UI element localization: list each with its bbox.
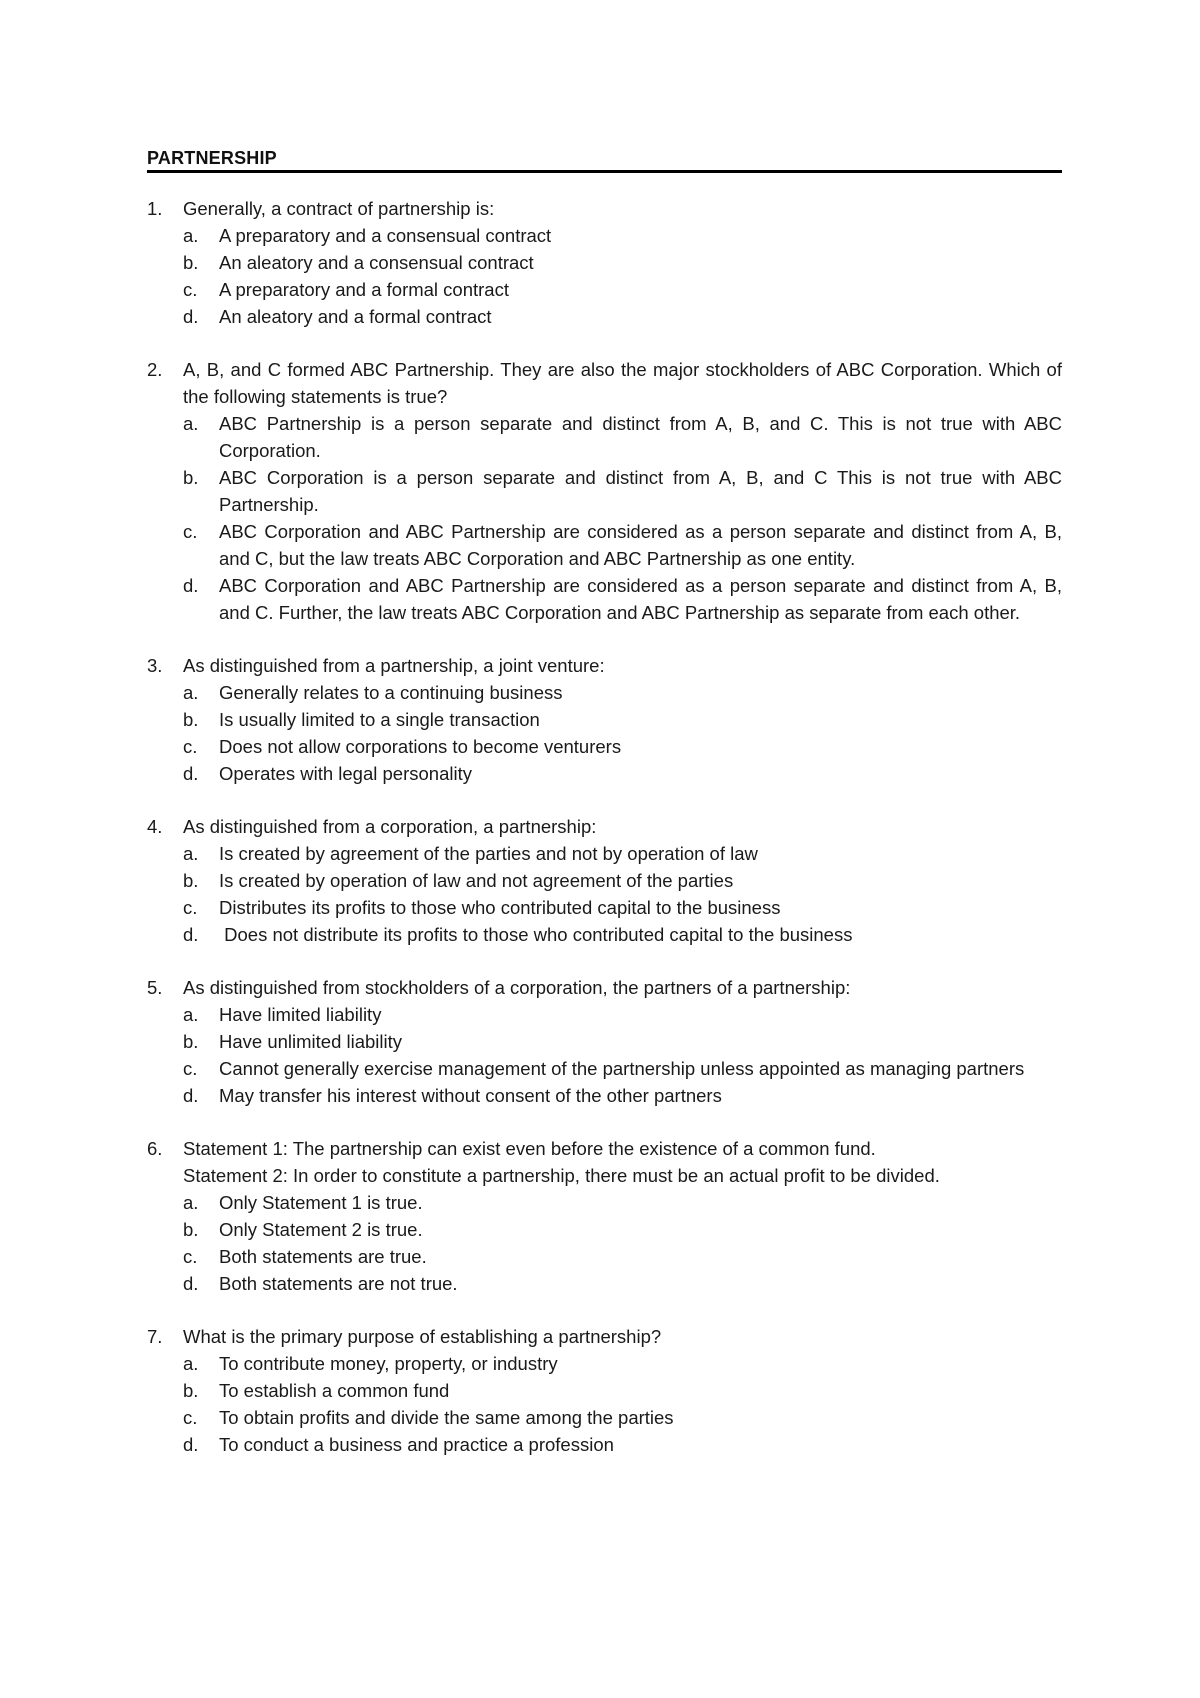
- option-b: [147, 1028, 1062, 1055]
- document-page: [147, 146, 1062, 1484]
- question-text: As distinguished from stockholders of a corporation, the partners of a partnership:: [183, 977, 851, 998]
- question-text: What is the primary purpose of establishing a partnership?: [183, 1326, 662, 1347]
- option-d: [147, 1270, 1062, 1297]
- question-6: [147, 1135, 1062, 1297]
- option-letter: d.: [183, 924, 199, 945]
- option-letter: a.: [183, 1004, 199, 1025]
- option-letter: b.: [183, 467, 199, 488]
- question-2: [147, 356, 1062, 626]
- question-text: A, B, and C formed ABC Partnership. They are also the major stockholders of ABC Corporation. Which of the following statements is true?: [183, 359, 1062, 407]
- option-a: [147, 679, 1062, 706]
- option-b: [147, 1216, 1062, 1243]
- option-b: [147, 706, 1062, 733]
- question-stem: [147, 652, 1062, 679]
- option-b: [147, 464, 1062, 518]
- option-letter: c.: [183, 1058, 198, 1079]
- option-text: To conduct a business and practice a profession: [219, 1434, 614, 1455]
- option-letter: d.: [183, 306, 199, 327]
- option-c: [147, 1055, 1062, 1082]
- question-text: As distinguished from a partnership, a joint venture:: [183, 655, 605, 676]
- option-letter: d.: [183, 763, 199, 784]
- option-b: [147, 867, 1062, 894]
- statement-2: Statement 2: In order to constitute a partnership, there must be an actual profit to be divided.: [183, 1165, 940, 1186]
- option-letter: d.: [183, 575, 199, 596]
- option-c: [147, 733, 1062, 760]
- option-c: [147, 518, 1062, 572]
- option-text: Is created by agreement of the parties and not by operation of law: [219, 843, 758, 864]
- question-number: 6.: [147, 1138, 163, 1159]
- question-number: 5.: [147, 977, 163, 998]
- question-number: 7.: [147, 1326, 163, 1347]
- option-letter: a.: [183, 1353, 199, 1374]
- option-d: [147, 572, 1062, 626]
- option-text: An aleatory and a consensual contract: [219, 252, 534, 273]
- option-letter: c.: [183, 736, 198, 757]
- option-a: [147, 222, 1062, 249]
- question-1: [147, 195, 1062, 330]
- question-7: [147, 1323, 1062, 1458]
- question-4: [147, 813, 1062, 948]
- option-text: Distributes its profits to those who contributed capital to the business: [219, 897, 781, 918]
- option-c: [147, 276, 1062, 303]
- option-text: Does not allow corporations to become venturers: [219, 736, 622, 757]
- option-text: An aleatory and a formal contract: [219, 306, 492, 327]
- option-a: [147, 840, 1062, 867]
- document-title: PARTNERSHIP: [147, 146, 1062, 173]
- option-d: [147, 303, 1062, 330]
- option-letter: a.: [183, 843, 199, 864]
- option-c: [147, 1243, 1062, 1270]
- option-letter: c.: [183, 521, 198, 542]
- option-letter: d.: [183, 1273, 199, 1294]
- option-letter: a.: [183, 682, 199, 703]
- option-text: Is created by operation of law and not agreement of the parties: [219, 870, 734, 891]
- question-stem: [147, 974, 1062, 1001]
- option-c: [147, 894, 1062, 921]
- option-letter: a.: [183, 413, 199, 434]
- option-c: [147, 1404, 1062, 1431]
- option-letter: b.: [183, 709, 199, 730]
- option-text: ABC Partnership is a person separate and distinct from A, B, and C. This is not true with ABC Corporation.: [219, 413, 1062, 461]
- option-text: ABC Corporation and ABC Partnership are considered as a person separate and distinct from A, B, and C. Further, the law treats ABC Corporation and ABC Partnership as separate from each other.: [219, 575, 1062, 623]
- option-text: To obtain profits and divide the same among the parties: [219, 1407, 674, 1428]
- option-text: Cannot generally exercise management of the partnership unless appointed as managing partners: [219, 1058, 1025, 1079]
- question-3: [147, 652, 1062, 787]
- option-d: [147, 760, 1062, 787]
- option-text: Only Statement 2 is true.: [219, 1219, 423, 1240]
- option-text: ABC Corporation and ABC Partnership are considered as a person separate and distinct from A, B, and C, but the law treats ABC Corporation and ABC Partnership as one entity.: [219, 521, 1062, 569]
- question-text: As distinguished from a corporation, a partnership:: [183, 816, 597, 837]
- statement-1: Statement 1: The partnership can exist even before the existence of a common fund.: [183, 1138, 876, 1159]
- option-text: Both statements are true.: [219, 1246, 427, 1267]
- option-text: Have unlimited liability: [219, 1031, 403, 1052]
- question-stem: [147, 356, 1062, 410]
- question-number: 1.: [147, 198, 163, 219]
- question-number: 3.: [147, 655, 163, 676]
- option-text: Have limited liability: [219, 1004, 382, 1025]
- option-letter: d.: [183, 1434, 199, 1455]
- option-a: [147, 1001, 1062, 1028]
- question-stem: [147, 1135, 1062, 1189]
- option-letter: b.: [183, 252, 199, 273]
- option-letter: b.: [183, 1219, 199, 1240]
- question-stem: [147, 195, 1062, 222]
- question-number: 2.: [147, 359, 163, 380]
- question-number: 4.: [147, 816, 163, 837]
- option-b: [147, 1377, 1062, 1404]
- question-stem: [147, 1323, 1062, 1350]
- option-letter: c.: [183, 1246, 198, 1267]
- option-letter: a.: [183, 1192, 199, 1213]
- option-a: [147, 1350, 1062, 1377]
- option-a: [147, 1189, 1062, 1216]
- option-text: Both statements are not true.: [219, 1273, 458, 1294]
- option-a: [147, 410, 1062, 464]
- option-letter: b.: [183, 1380, 199, 1401]
- question-5: [147, 974, 1062, 1109]
- option-letter: b.: [183, 870, 199, 891]
- option-letter: c.: [183, 279, 198, 300]
- option-d: [147, 1431, 1062, 1458]
- option-letter: a.: [183, 225, 199, 246]
- option-text: Does not distribute its profits to those who contributed capital to the business: [219, 924, 853, 945]
- option-b: [147, 249, 1062, 276]
- option-d: [147, 921, 1062, 948]
- option-text: Only Statement 1 is true.: [219, 1192, 423, 1213]
- option-text: Operates with legal personality: [219, 763, 472, 784]
- option-d: [147, 1082, 1062, 1109]
- option-letter: b.: [183, 1031, 199, 1052]
- option-letter: c.: [183, 1407, 198, 1428]
- option-letter: d.: [183, 1085, 199, 1106]
- option-text: A preparatory and a formal contract: [219, 279, 509, 300]
- option-text: May transfer his interest without consent of the other partners: [219, 1085, 722, 1106]
- option-text: A preparatory and a consensual contract: [219, 225, 552, 246]
- option-text: ABC Corporation is a person separate and distinct from A, B, and C This is not true with ABC Partnership.: [219, 467, 1062, 515]
- option-text: To establish a common fund: [219, 1380, 450, 1401]
- option-text: To contribute money, property, or industry: [219, 1353, 558, 1374]
- option-letter: c.: [183, 897, 198, 918]
- option-text: Is usually limited to a single transaction: [219, 709, 540, 730]
- question-text: Generally, a contract of partnership is:: [183, 198, 495, 219]
- question-stem: [147, 813, 1062, 840]
- question-text-block: [183, 1135, 1062, 1189]
- option-text: Generally relates to a continuing business: [219, 682, 563, 703]
